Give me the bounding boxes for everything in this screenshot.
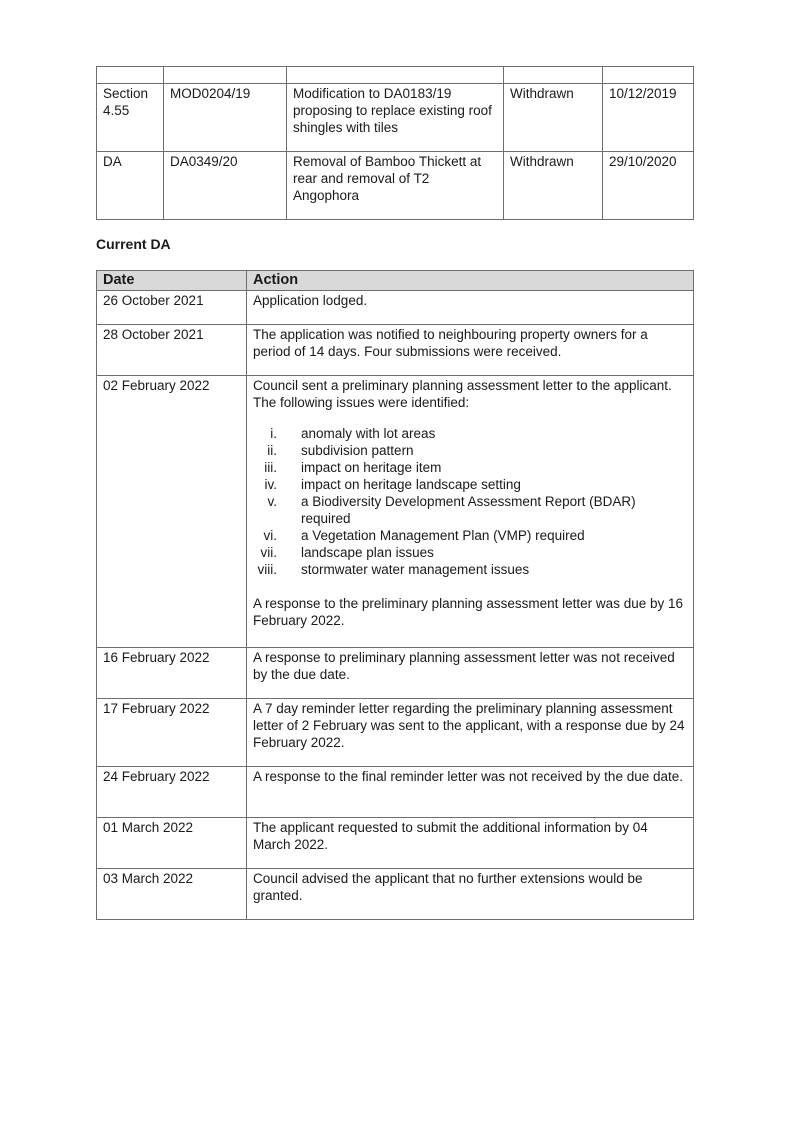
list-number: vii. [260,545,277,560]
cell-action: The application was notified to neighbouring property owners for a period of 14 days. Four submissions were received. [247,325,694,376]
history-table [96,66,694,220]
cell-type: Section 4.55 [97,84,164,152]
list-item [253,527,687,544]
table-header-row [97,271,694,291]
cell-status [504,67,603,84]
list-text: a Vegetation Management Plan (VMP) required [301,528,585,543]
table-row [97,869,694,920]
cell-date: 16 February 2022 [97,648,247,699]
list-text: landscape plan issues [301,545,434,560]
table-row [97,291,694,325]
action-text: Council sent a preliminary planning assessment letter to the applicant. The following issues were identified: [253,378,672,410]
list-number: viii. [257,562,277,577]
cell-action: Council advised the applicant that no further extensions would be granted. [247,869,694,920]
cell-action: A 7 day reminder letter regarding the preliminary planning assessment letter of 2 February was sent to the applicant, with a response due by 24 February 2022. [247,699,694,767]
cell-description [287,67,504,84]
cell-date: 29/10/2020 [603,152,694,220]
action-header: Action [247,271,694,291]
list-number: vi. [263,528,277,543]
cell-description: Modification to DA0183/19 proposing to replace existing roof shingles with tiles [287,84,504,152]
table-row [97,152,694,220]
list-item [253,476,687,493]
table-row [97,648,694,699]
cell-ref: MOD0204/19 [164,84,287,152]
cell-date: 03 March 2022 [97,869,247,920]
list-number: iv. [264,477,277,492]
action-note: A response to the preliminary planning assessment letter was due by 16 February 2022. [253,596,683,628]
list-item [253,493,687,527]
list-number: v. [267,494,277,509]
cell-date: 26 October 2021 [97,291,247,325]
list-item [253,459,687,476]
current-da-table [96,270,694,920]
cell-ref: DA0349/20 [164,152,287,220]
cell-status: Withdrawn [504,84,603,152]
table-row [97,84,694,152]
list-text: subdivision pattern [301,443,414,458]
cell-date: 01 March 2022 [97,818,247,869]
list-item [253,561,687,578]
list-item [253,544,687,561]
cell-action: The applicant requested to submit the additional information by 04 March 2022. [247,818,694,869]
list-number: iii. [264,460,277,475]
cell-type [97,67,164,84]
list-number: ii. [267,443,277,458]
section-heading: Current DA [96,236,171,252]
cell-type: DA [97,152,164,220]
table-row [97,699,694,767]
list-text: stormwater water management issues [301,562,530,577]
cell-date: 17 February 2022 [97,699,247,767]
cell-description: Removal of Bamboo Thickett at rear and removal of T2 Angophora [287,152,504,220]
list-text: impact on heritage item [301,460,442,475]
cell-date: 02 February 2022 [97,376,247,648]
cell-status: Withdrawn [504,152,603,220]
cell-date: 28 October 2021 [97,325,247,376]
table-row [97,376,694,648]
list-text: impact on heritage landscape setting [301,477,521,492]
list-number: i. [270,426,277,441]
cell-action: A response to preliminary planning assessment letter was not received by the due date. [247,648,694,699]
cell-action: Application lodged. [247,291,694,325]
list-item [253,442,687,459]
date-header: Date [97,271,247,291]
list-item [253,425,687,442]
cell-date: 24 February 2022 [97,767,247,818]
list-text: anomaly with lot areas [301,426,436,441]
cell-date: 10/12/2019 [603,84,694,152]
issues-list [253,425,687,578]
list-text: a Biodiversity Development Assessment Report (BDAR) required [301,494,636,526]
table-row [97,818,694,869]
cell-ref [164,67,287,84]
table-row [97,325,694,376]
cell-action: A response to the final reminder letter was not received by the due date. [247,767,694,818]
cell-action [247,376,694,648]
table-row [97,767,694,818]
cell-date [603,67,694,84]
table-row [97,67,694,84]
